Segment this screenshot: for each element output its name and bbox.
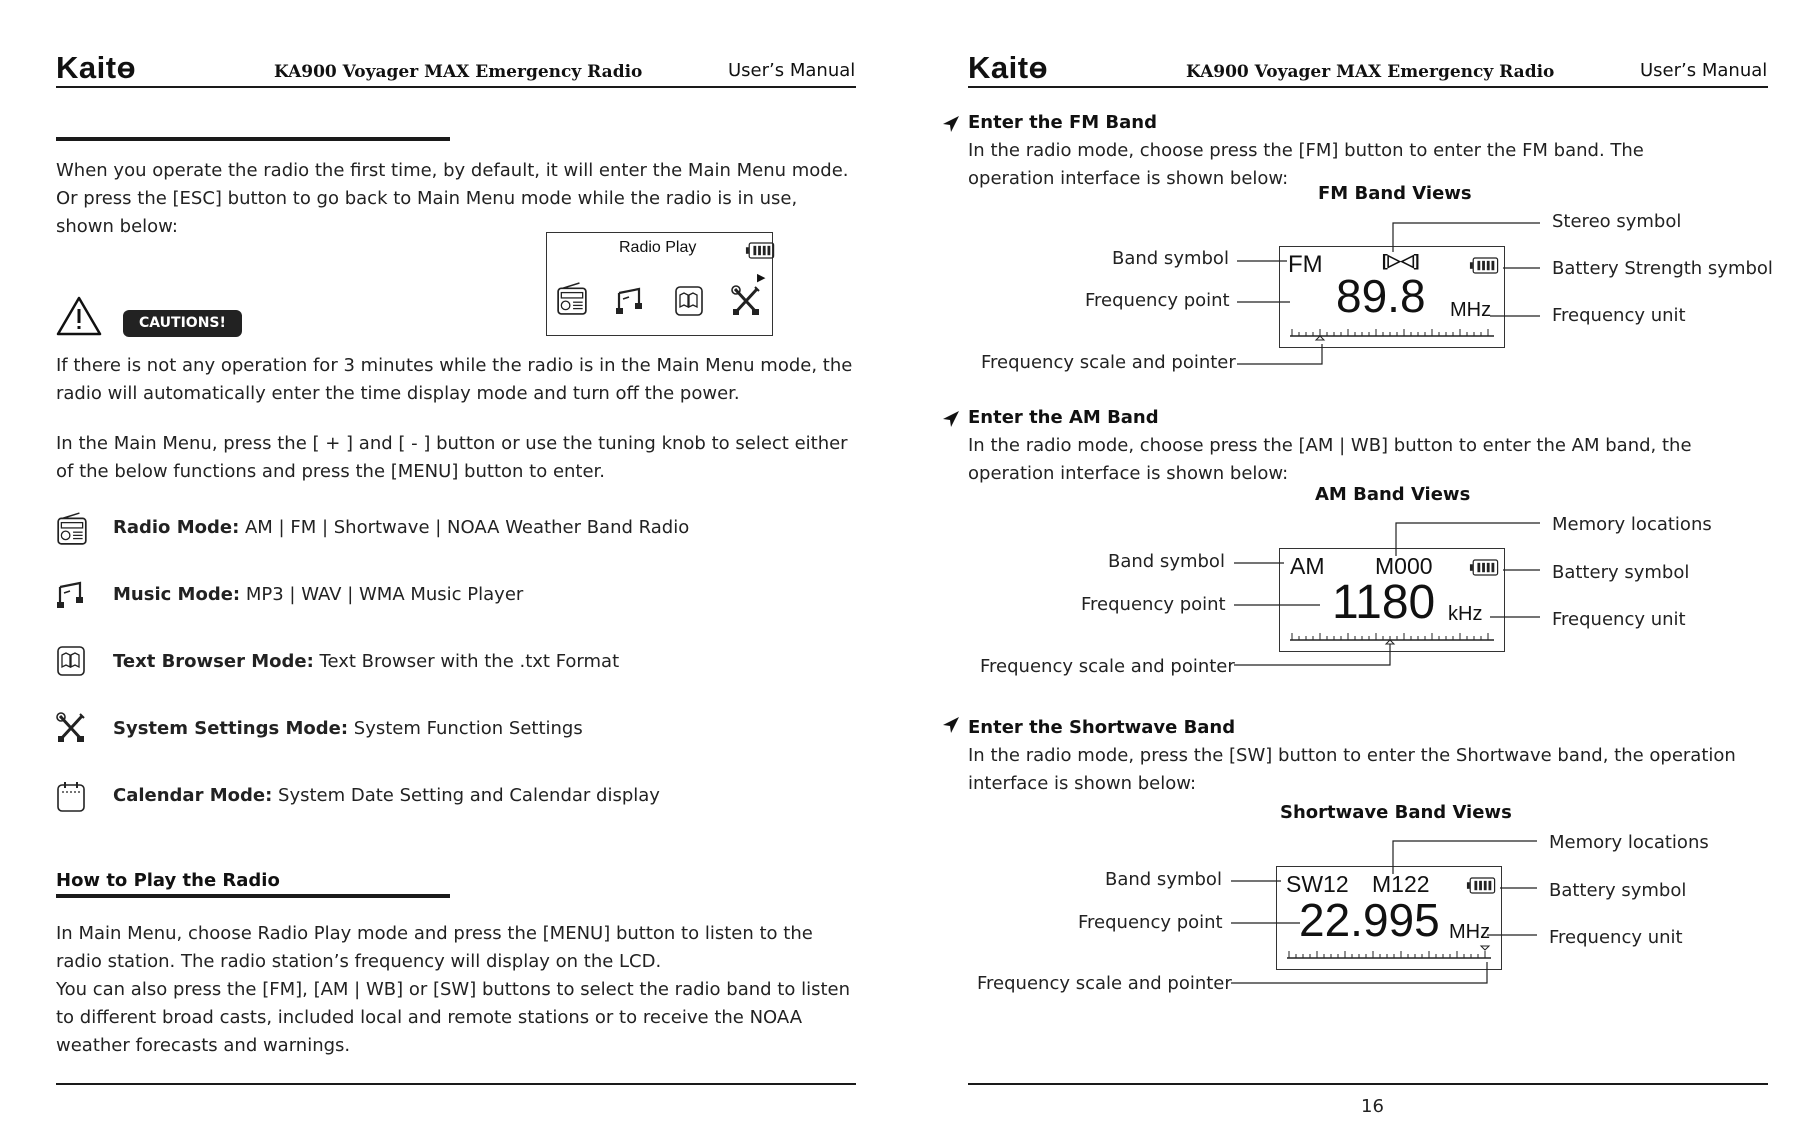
logo-right: Kaitɵ xyxy=(968,50,1048,85)
fm-caption: FM Band Views xyxy=(1318,183,1472,204)
mode-desc: MP3 | WAV | WMA Music Player xyxy=(240,584,524,605)
mode-name: Music Mode: xyxy=(113,584,241,605)
am-label-battery: Battery symbol xyxy=(1552,562,1690,583)
fm-paragraph: In the radio mode, choose press the [FM] button to enter the FM band. The operation interface is shown below: xyxy=(968,140,1644,189)
fm-unit: MHz xyxy=(1450,299,1492,321)
fm-heading: Enter the FM Band xyxy=(968,112,1157,133)
sw-label-battery: Battery symbol xyxy=(1549,880,1687,901)
menu-paragraph: In the Main Menu, press the [ + ] and [ - ] button or use the tuning knob to select either of the below functions and press the [MENU] button to enter. xyxy=(56,433,848,482)
am-paragraph: In the radio mode, choose press the [AM | WB] button to enter the AM band, the operation interface is shown below: xyxy=(968,435,1692,484)
mode-desc: System Date Setting and Calendar display xyxy=(272,785,660,806)
header-title-right: KA900 Voyager MAX Emergency Radio xyxy=(1186,62,1555,82)
mode-name: Calendar Mode: xyxy=(113,785,273,806)
am-heading: Enter the AM Band xyxy=(968,407,1159,428)
sw-label-frequency-point: Frequency point xyxy=(1078,912,1223,933)
sw-frequency: 22.995 xyxy=(1299,894,1440,946)
header-title-left: KA900 Voyager MAX Emergency Radio xyxy=(274,62,643,82)
sw-label-band-symbol: Band symbol xyxy=(1105,869,1222,890)
mode-name: Text Browser Mode: xyxy=(113,651,314,672)
am-label-scale: Frequency scale and pointer xyxy=(980,656,1235,677)
sw-unit: MHz xyxy=(1449,921,1491,943)
sw-heading: Enter the Shortwave Band xyxy=(968,717,1236,738)
fm-band-symbol: FM xyxy=(1288,251,1323,278)
header-manual-left: User’s Manual xyxy=(728,60,856,81)
mode-name: Radio Mode: xyxy=(113,517,240,538)
fm-label-frequency-point: Frequency point xyxy=(1085,290,1230,311)
am-label-unit: Frequency unit xyxy=(1552,609,1686,630)
cautions-badge: CAUTIONS! xyxy=(123,310,242,337)
am-label-memory: Memory locations xyxy=(1552,514,1712,535)
fm-label-battery: Battery Strength symbol xyxy=(1552,258,1773,279)
header-manual-right: User’s Manual xyxy=(1640,60,1768,81)
sw-memory: M122 xyxy=(1372,871,1430,897)
fm-label-scale: Frequency scale and pointer xyxy=(981,352,1236,373)
sw-band-symbol: SW12 xyxy=(1286,871,1349,897)
how-to-play-paragraph-2: You can also press the [FM], [AM | WB] or [SW] buttons to select the radio band to listen to different broad casts, included local and remote stations or to receive the NOAA weather forecasts and warnings. xyxy=(56,979,850,1056)
am-frequency: 1180 xyxy=(1332,576,1436,629)
mode-desc: AM | FM | Shortwave | NOAA Weather Band Radio xyxy=(239,517,690,538)
page-number: 16 xyxy=(1361,1096,1384,1117)
sw-label-memory: Memory locations xyxy=(1549,832,1709,853)
footer-rule-right xyxy=(968,1083,1768,1085)
fm-label-stereo: Stereo symbol xyxy=(1552,211,1682,232)
am-caption: AM Band Views xyxy=(1315,484,1471,505)
fm-frequency: 89.8 xyxy=(1336,270,1426,322)
fm-label-band-symbol: Band symbol xyxy=(1112,248,1229,269)
am-unit: kHz xyxy=(1448,603,1483,625)
am-label-frequency-point: Frequency point xyxy=(1081,594,1226,615)
how-to-play-paragraph-1: In Main Menu, choose Radio Play mode and press the [MENU] button to listen to the radio station. The radio station’s frequency will display on the LCD. xyxy=(56,923,813,972)
mode-desc: System Function Settings xyxy=(348,718,583,739)
stereo-icon: [▷◁] xyxy=(1382,251,1420,270)
screen-title: Radio Play xyxy=(619,239,697,256)
fm-label-unit: Frequency unit xyxy=(1552,305,1686,326)
am-memory: M000 xyxy=(1375,553,1433,579)
play-arrow-icon: ▶ xyxy=(757,272,766,284)
am-band-symbol: AM xyxy=(1290,553,1325,579)
am-label-band-symbol: Band symbol xyxy=(1108,551,1225,572)
mode-name: System Settings Mode: xyxy=(113,718,349,739)
sw-label-scale: Frequency scale and pointer xyxy=(977,973,1232,994)
sw-paragraph: In the radio mode, press the [SW] button to enter the Shortwave band, the operation interface is shown below: xyxy=(968,745,1736,794)
how-to-play-heading: How to Play the Radio xyxy=(56,870,280,891)
caution-paragraph: If there is not any operation for 3 minutes while the radio is in the Main Menu mode, the radio will automatically enter the time display mode and turn off the power. xyxy=(56,355,853,404)
logo-left: Kaitɵ xyxy=(56,50,136,85)
mode-desc: Text Browser with the .txt Format xyxy=(313,651,620,672)
sw-caption: Shortwave Band Views xyxy=(1280,802,1512,823)
sw-label-unit: Frequency unit xyxy=(1549,927,1683,948)
intro-paragraph: When you operate the radio the first time, by default, it will enter the Main Menu mode. Or press the [ESC] button to go back to Main Menu mode while the radio is in use, shown below: xyxy=(56,160,849,237)
